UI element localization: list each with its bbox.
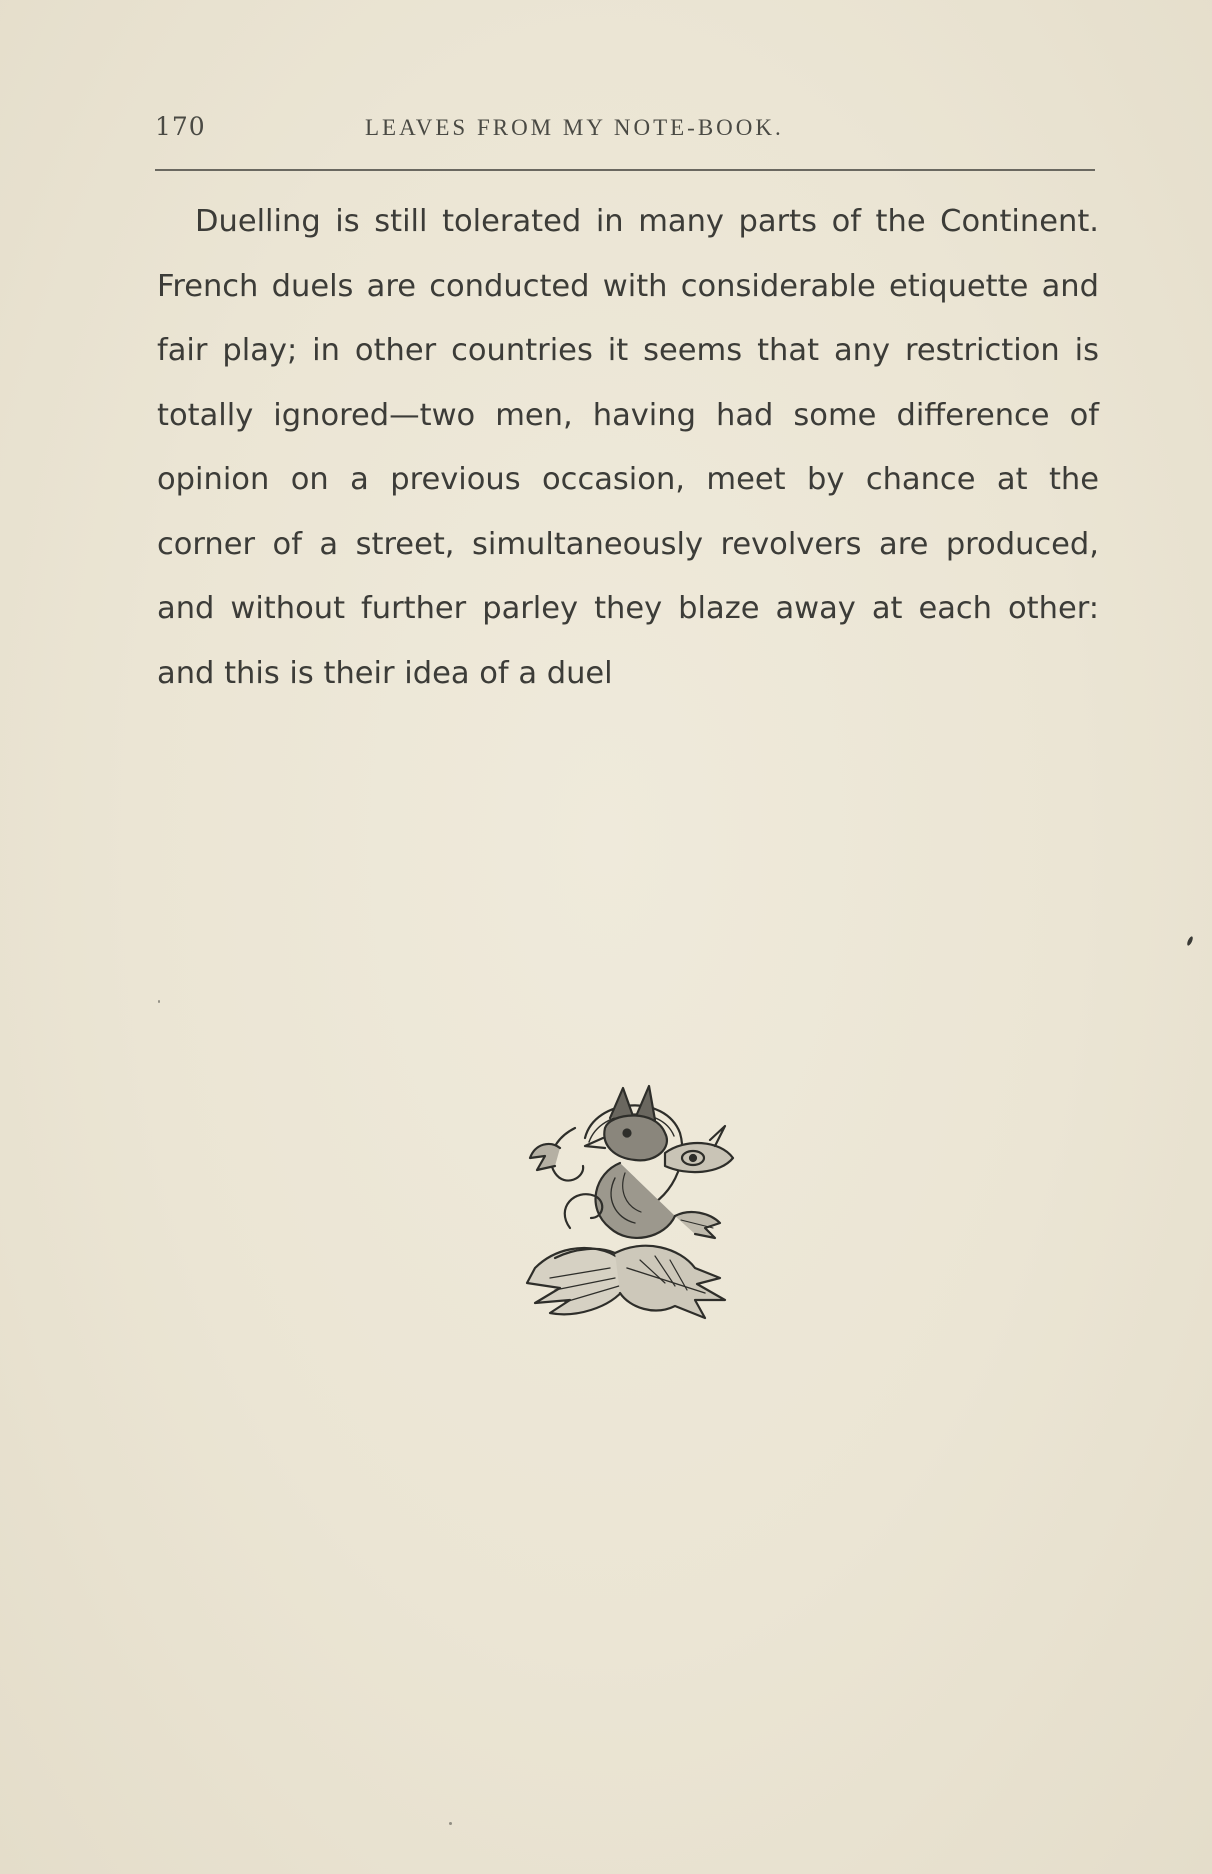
page-number: 170: [155, 112, 206, 141]
header-rule: [155, 169, 1095, 171]
paper-speck: [1186, 936, 1194, 947]
fox-and-foliage-tailpiece-icon: [515, 1078, 747, 1328]
body-paragraph-text: Duelling is still tolerated in many parts of the Continent. French duels are conducted with considerable etiquette and fair play; in other countries it seems that any restriction is totally ignored—two men, having had some difference of opinion on a previous occasion, meet by chance at the corner of a street, simultaneously revolvers are produced, and without further parley they blaze away at each other: and this is their idea of a duel: [157, 204, 1099, 691]
paper-speck: [449, 1822, 452, 1825]
running-title: LEAVES FROM MY NOTE-BOOK.: [365, 115, 784, 140]
body-paragraph: [157, 190, 1099, 706]
paper-speck: [158, 1000, 160, 1003]
running-header: [155, 112, 1095, 146]
